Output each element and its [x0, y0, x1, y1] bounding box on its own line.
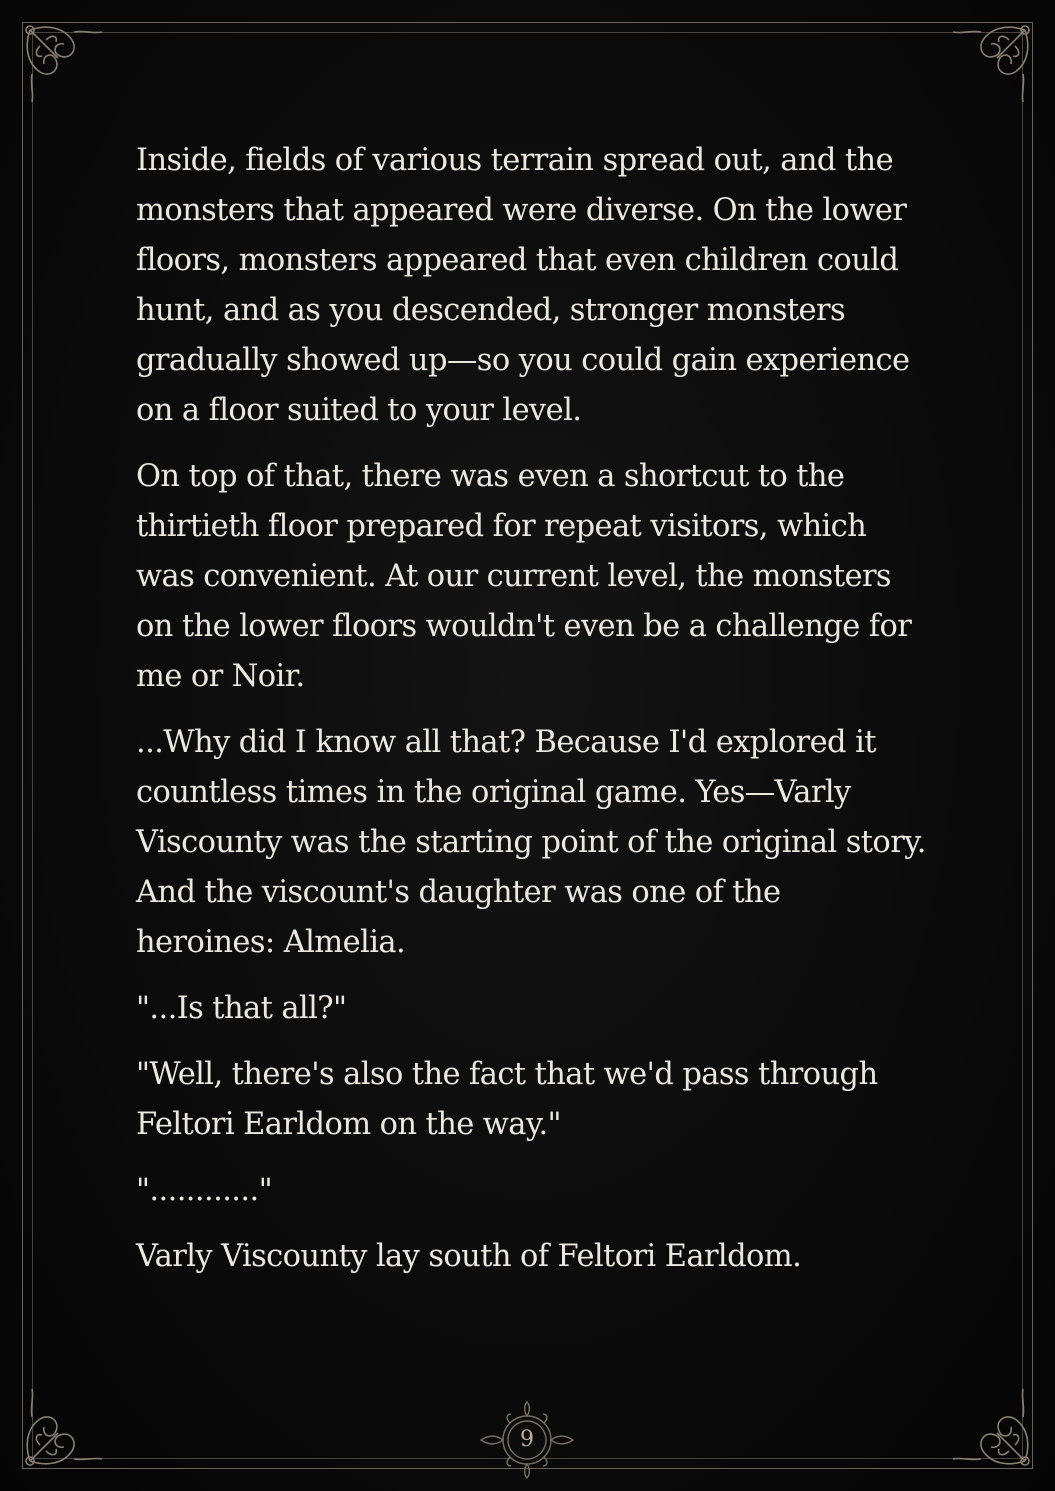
paragraph: Inside, fields of various terrain spread out, and the monsters that appeared were diverse. On the lower floors, monsters appeared that even children could hunt, and as you descended, stronger monsters gradually showed up—so you could gain experience on a floor suited to your level.: [136, 143, 910, 428]
paragraph: "Well, there's also the fact that we'd pass through Feltori Earldom on the way.": [136, 1057, 878, 1142]
paragraph: On top of that, there was even a shortcut to the thirtieth floor prepared for repeat visitors, which was convenient. At our current level, the monsters on the lower floors wouldn't even be a challenge for me or Noir.: [136, 459, 912, 694]
page-body-text: [136, 136, 926, 1298]
corner-ornament-icon: [941, 1377, 1037, 1473]
page-number-badge: [477, 1400, 577, 1480]
corner-ornament-icon: [941, 18, 1037, 114]
paragraph: Varly Viscounty lay south of Feltori Earldom.: [136, 1239, 802, 1274]
corner-ornament-icon: [18, 1377, 114, 1473]
corner-ornament-icon: [18, 18, 114, 114]
page-number: 9: [520, 1427, 534, 1452]
paragraph: ...Why did I know all that? Because I'd explored it countless times in the original game. Yes—Varly Viscounty was the starting point of the original story. And the viscount's daughter was one of the heroines: Almelia.: [136, 725, 926, 960]
paragraph: "...Is that all?": [136, 991, 347, 1026]
paragraph: "............": [136, 1173, 272, 1208]
